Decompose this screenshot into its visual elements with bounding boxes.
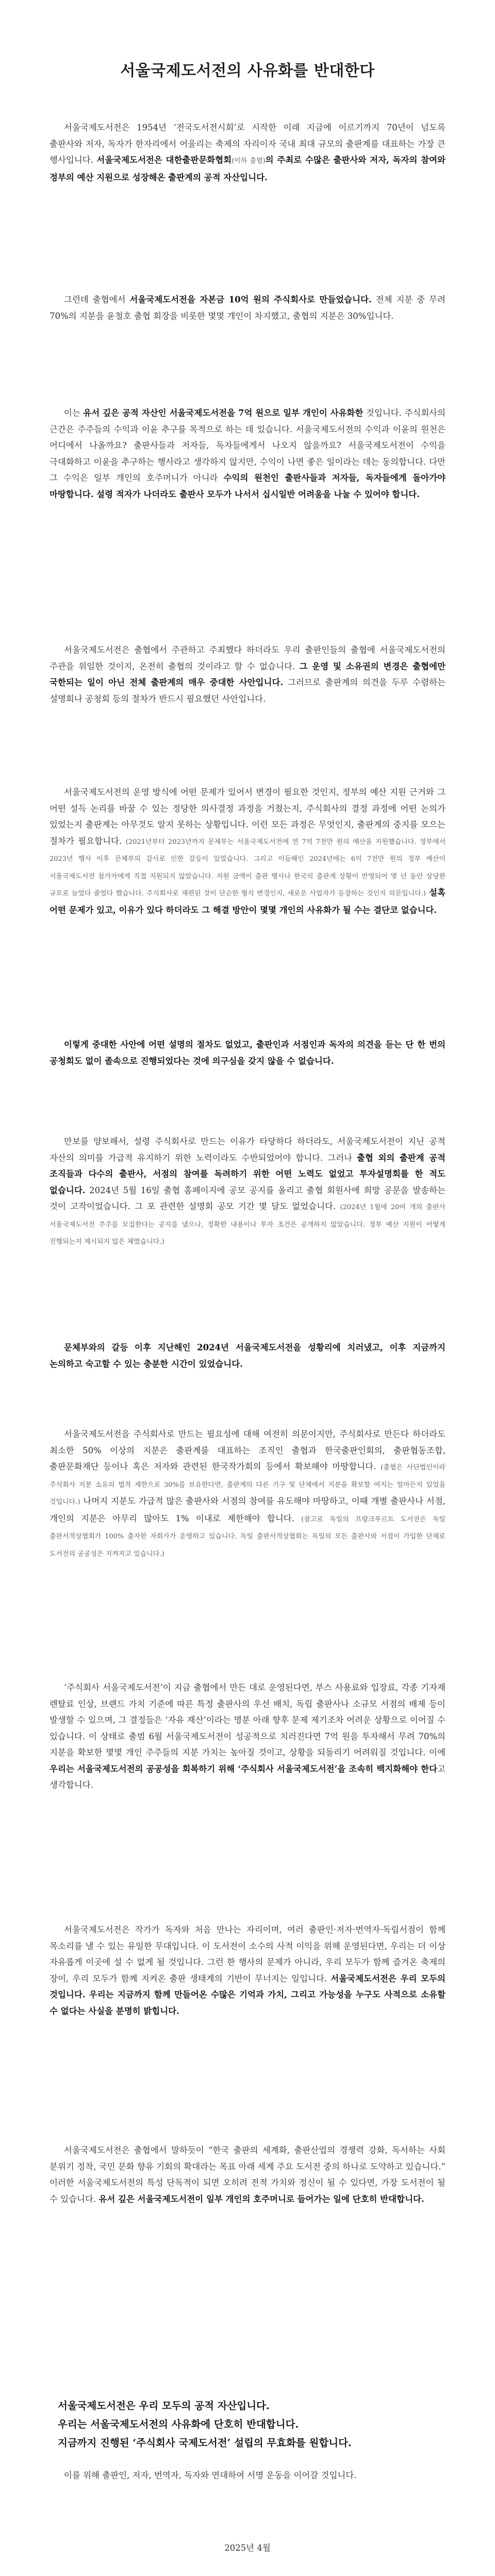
emphasis-text: 그 운영 및 소유권의 변경은 출협에만 국한되는 일이 아닌 전체 출판계의 매우 중대한 사안입니다. [50,661,446,687]
paragraph-7 [50,1133,446,1250]
emphasis-text: 서울국제도서전을 자본금 10억 원의 주식회사로 만들었습니다. [129,295,372,304]
body-text: 서울국제도서전은 출협에서 말하듯이 “한국 출판의 세계화, 출판산업의 경쟁력 강화, 독서하는 사회 분위기 정착, 국민 문화 향유 기회의 확대라는 목표 아래 세계 주요 도서전 중의 하나로 도약하고 있습니다.” 이러한 서울국제도서전의 특성 단독적이 되면 오히려 전적 가치와 정신이 될 수 있다면, 가장 도서전이 될 수 있습니다. [50,2145,446,2204]
paragraph-11 [50,1922,446,2019]
emphasis-text: 설혹 어떤 문제가 있고, 이유가 있다 하더라도 그 해결 방안이 몇몇 개인의 사유화가 될 수는 결단코 없습니다. [50,888,446,915]
statement-date: 2025년 4월 [224,2543,271,2553]
paragraph-9 [50,1426,446,1562]
body-text: 서울국제도서전은 출협에서 주관하고 주최했다 하더라도 우리 출판인들의 출협에 서울국제도서전의 주관을 위임한 것이지, 온전히 출협의 것이라고 할 수 없습니다. [50,645,446,671]
footnote-text: (참고로 독일의 프랑크푸르트 도서전은 독일 출판서적상협회가 100% 출자한 자회사가 운영하고 있습니다. 독일 출판서적상협회는 독일의 모든 출판사와 서점이 가입한 단체로 도서전의 공공성은 지켜지고 있습니다.) [50,1515,446,1558]
emphasis-text: 유서 깊은 공적 자산인 서울국제도서전을 7억 원으로 일부 개인이 사유화한 [83,408,364,418]
body-text: 2024년 5월 16일 출협 홈페이지에 공모 공지를 올리고 출협 회원사에 희망 공문을 발송하는 것이 고작이었습니다. 그 포 관련한 설명회 공모 기간 몇 달도 없었습니다. [50,1185,446,1211]
body-text: 이는 [64,408,84,418]
body-text: 만보를 양보해서, 설령 주식회사로 만드는 이유가 타당하다 하더라도, 서울국제도서전이 지닌 공적 자산의 의미를 가급적 유지하기 위한 노력이라도 수반되었어야 합니다. 그러나 [50,1137,446,1163]
body-text: 서울국제도서전은 작가가 독자와 처음 만나는 자리이며, 여러 출판인·저자·번역자·독립서점이 함께 목소리를 낼 수 있는 유일한 무대입니다. 이 도서전이 소수의 사적 이익을 위해 운영된다면, 우리는 더 이상 자유롭게 이곳에 설 수 없게 될 것입니다. 그런 한 행사의 문제가 아니라, 우리 모두가 함께 즐겨온 축제의 장이, 우리 모두가 함께 지켜온 출판 생태계의 기반이 무너지는 일입니다. [50,1925,446,1984]
declaration-block [50,2397,446,2452]
body-text: 서울국제도서전을 주식회사로 만드는 필요성에 대해 여전히 의문이지만, 주식회사로 만든다 하더라도 최소한 50% 이상의 지분은 출판계를 대표하는 조직인 출협과 한국출판인회의, 출판협동조합, 출판문화재단 등이나 혹은 저자와 관련된 한국작가회의 등에서 확보해야 마땅합니다. [50,1429,446,1471]
declaration-line: 우리는 서울국제도서전의 사유화에 단호히 반대합니다. [58,2418,299,2430]
paragraph-6 [50,1037,446,1069]
emphasis-text: 서울국제도서전은 대한출판문화협회 [96,155,232,165]
paragraph-4 [50,642,446,707]
emphasis-text: 이렇게 중대한 사안에 어떤 설명의 절차도 없었고, 출판인과 서점인과 독자의 의견을 듣는 단 한 번의 공청회도 없이 졸속으로 진행되었다는 것에 의구심을 갖지 않을 수 없습니다. [50,1040,446,1066]
emphasis-text: 서울국제도서전은 우리 모두의 것입니다. 우리는 지금까지 함께 만들어온 수많은 기억과 가치, 그리고 가능성을 누구도 사적으로 소유할 수 없다는 사실을 분명히 밝힙니다. [50,1973,446,2016]
closing-text: 이를 위해 출판인, 저자, 번역자, 독자와 연대하여 서명 운동을 이어갈 것입니다. [64,2470,357,2480]
declaration-line: 지금까지 진행된 ‘주식회사 국제도서전’ 설립의 무효화를 원합니다. [58,2437,352,2449]
paragraph-5 [50,784,446,918]
paragraph-10 [50,1680,446,1793]
paragraph-1 [50,120,446,185]
paragraph-12 [50,2142,446,2207]
footnote-text: (2024년 1월에 20여 개의 출판사 서울국제도서전 주주를 모집한다는 공지를 냈으나, 정확한 내용이나 투자 조건은 공개하지 않았습니다. 정부 예산 지원이 어떻게 진행되는지 제시되지 않은 채였습니다.) [50,1204,446,1246]
emphasis-text: 유서 깊은 서울국제도서전이 일부 개인의 호주머니로 들어가는 일에 단호히 반대합니다. [98,2194,424,2204]
paragraph-8 [50,1340,446,1372]
body-text: 그런데 출협에서 [64,295,130,304]
declaration-line: 서울국제도서전은 우리 모두의 공적 자산입니다. [58,2400,270,2412]
emphasis-text: 문체부와의 갈등 이후 지난해인 2024년 서울국제도서전을 성황리에 치러냈고, 이후 지금까지 논의하고 숙고할 수 있는 충분한 시간이 있었습니다. [50,1343,446,1369]
body-text: 고 생각합니다. [50,1764,446,1790]
footnote-text: (이하 출협) [232,157,266,165]
body-text: 전체 지분 중 무려 70%의 지분을 윤철호 출협 회장을 비롯한 몇몇 개인이 차지했고, 출협의 지분은 30%입니다. [50,295,446,321]
body-text: 것입니다. 주식회사의 근간은 주주들의 수익과 이윤 추구를 목적으로 하는 데 있습니다. 서울국제도서전의 수익과 이윤의 원천은 어디에서 나올까요? 출판사들과 저자들, 독자들에게서 나오지 않을까요? 서울국제도서전이 수익을 극대화하고 이윤을 추구하는 행사라고 생각하지 않지만, 수익이 나면 좋은 일이라는 데는 동의합니다. 다만 그 수익은 일부 개인의 호주머니가 아니라 [50,408,446,483]
emphasis-text: 의 주최로 수많은 출판사와 저자, 독자의 참여와 정부의 예산 지원으로 성장해온 출판계의 공적 자산입니다. [50,155,446,182]
footnote-text: (2021년부터 2023년까지 문체부는 서울국제도서전에 연 7억 7천만 원의 예산을 지원했습니다. 정부에서 2023년 행사 이후 문체부의 감사로 인한 갈등이 있었습니다. 그리고 이듬해인 2024년에는 6억 7천만 원의 정부 예산이 서울국제도서전 참가자에게 직접 지원되지 않았습니다. 지원 금액이 출판 행사나 한국의 출판계 상황이 반영되어 몇 년 동안 상당한 규모로 늘었다 줄었다 했습니다. 주식회사로 재편된 것이 단순한 형식 변경인지, 새로운 사업자가 등장하는 것인지 의문입니다.) [50,838,446,897]
paragraph-3 [50,405,446,502]
emphasis-text: 수익의 원천인 출판사들과 저자들, 독자들에게 돌아가야 마땅합니다. 설령 적자가 나더라도 출판사 모두가 나서서 십시일반 어려움을 나눌 수 있어야 합니다. [50,473,446,499]
body-text: ‘주식회사 서울국제도서전’이 지금 출협에서 만든 대로 운영된다면, 부스 사용료와 입장료, 각종 기자재 렌탈료 인상, 브랜드 가치 기준에 따른 특정 출판사의 우선 배치, 독립 출판사나 소규모 서점의 배제 등이 발생할 수 있으며, 그 결정들은 ‘자유 재산’이라는 명분 아래 향후 문제 제기조차 어려운 상황으로 이어질 수 있습니다. 이 상태로 출범 6월 서울국제도서전이 성공적으로 치러진다면 7억 원을 투자해서 무려 70%의 지분을 확보한 몇몇 개인 주주들의 지분 가치는 높아질 것이고, 상황을 되돌리기 어려워질 것입니다. 이에 [50,1683,446,1757]
footnote-text: (출협은 사단법인이라 주식회사 지분 소유의 법적 제한으로 30%를 보유한다면, 출판계의 다른 기구 및 단체에서 지분을 확보할 여지는 얼마든지 있었을 것입니다.) [50,1464,446,1506]
emphasis-text: 우리는 서울국제도서전의 공공성을 회복하기 위해 ‘주식회사 서울국제도서전’을 조속히 백지화해야 한다 [50,1764,438,1774]
body-text: 서울국제도서전은 1954년 ‘전국도서전시회’로 시작한 이래 지금에 이르기까지 70년이 넘도록 출판사와 저자, 독자가 한자리에서 어울리는 축제의 자리이자 국내 최대 규모의 출판계를 대표하는 가장 큰 행사입니다. [50,123,446,165]
body-text: 그러므로 출판계의 의견을 두루 수렴하는 설명회나 공청회 등의 절차가 반드시 필요했던 사안입니다. [50,677,446,704]
emphasis-text: 출협 외의 출판계 공적 조직들과 다수의 출판사, 서점의 참여를 독려하기 위한 어떤 노력도 없었고 투자설명회를 한 적도 없습니다. [50,1153,446,1195]
document-title: 서울국제도서전의 사유화를 반대한다 [120,62,375,80]
paragraph-2 [50,292,446,324]
body-text: 나머지 지분도 가급적 많은 출판사와 서점의 참여를 유도해야 마땅하고, 이때 개별 출판사나 서점, 개인의 지분은 아무리 많아도 1% 이내로 제한해야 합니다. [50,1496,446,1523]
body-text: 서울국제도서전의 운영 방식에 어떤 문제가 있어서 변경이 필요한 것인지, 정부의 예산 지원 근거와 그 어떤 설득 논리를 바꿀 수 있는 정당한 의사결정 과정을 거쳤는지, 주식회사의 결정 과정에 어떤 논의가 있었는지 출판계는 아무것도 알지 못하는 상황입니다. 이런 모든 과정은 무엇인지, 출판계의 중지를 모으는 절차가 필요합니다. [50,787,446,846]
